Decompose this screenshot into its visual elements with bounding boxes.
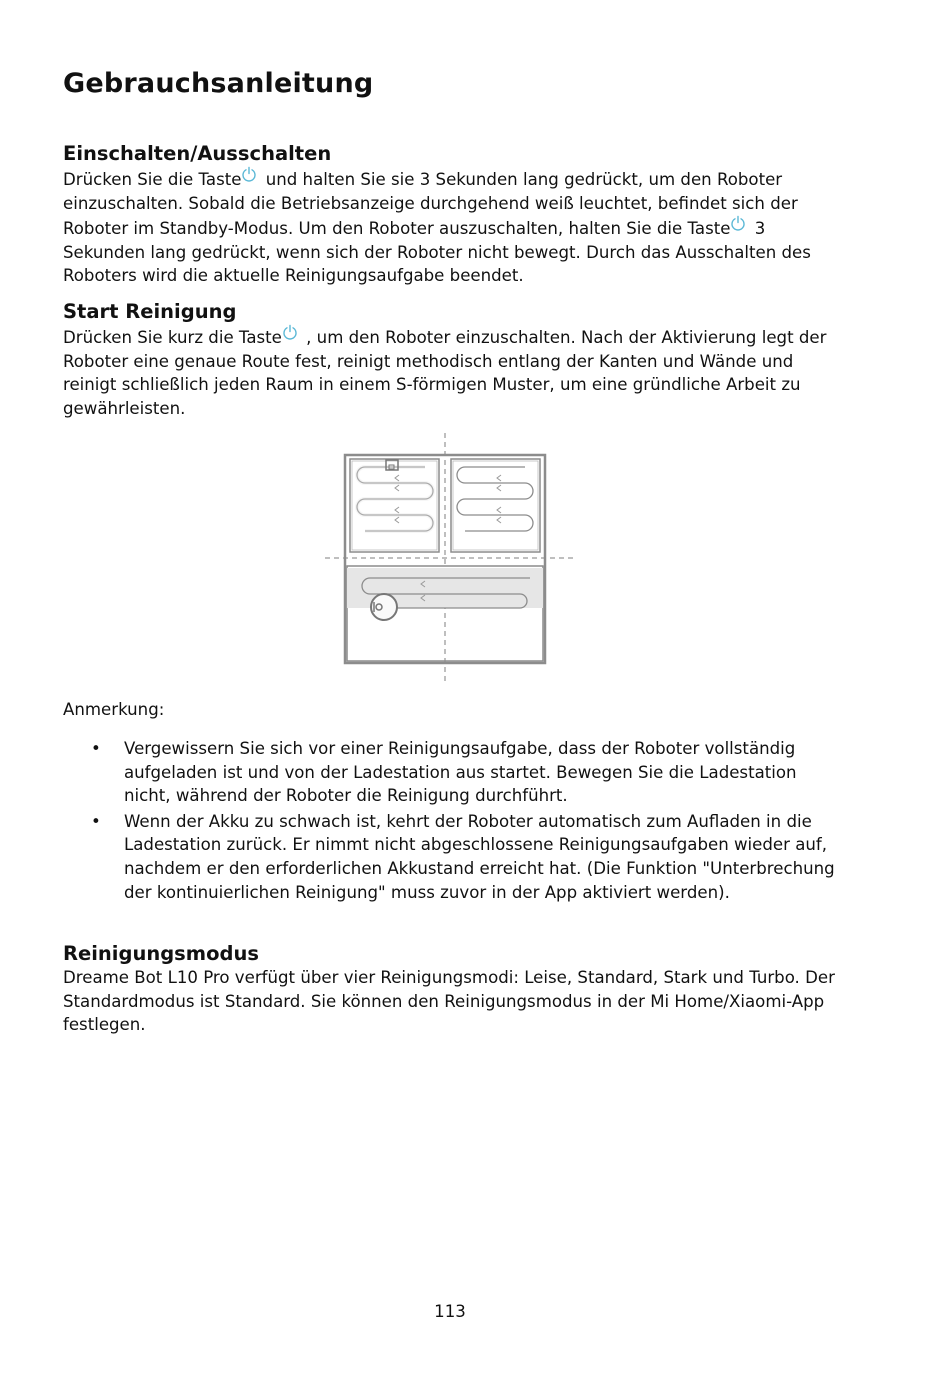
power-icon: [282, 324, 298, 340]
list-item: [63, 737, 843, 808]
note-label: Anmerkung:: [63, 700, 165, 719]
section-cleaning-mode: [63, 942, 843, 1037]
text-fragment: Drücken Sie kurz die Taste: [63, 328, 282, 347]
section-heading-power: Einschalten/Ausschalten: [63, 142, 332, 165]
bullet: •: [91, 811, 101, 831]
section-text-power: [63, 166, 843, 288]
section-start-cleaning: [63, 300, 843, 420]
note-text: Vergewissern Sie sich vor einer Reinigungsaufgabe, dass der Roboter vollständig aufgeladen ist und von der Ladestation aus startet. Bewegen Sie die Ladestation nicht, während der Roboter die Reinigung durchführt.: [124, 739, 797, 806]
text-fragment: , um den Roboter einzuschalten. Nach der Aktivierung legt der Roboter eine genaue Route fest, reinigt methodisch entlang der Kanten und Wände und reinigt schließlich jeden Raum in einem S-förmigen Muster, um eine gründliche Arbeit zu gewährleisten.: [63, 328, 827, 418]
notes-list: [63, 737, 843, 906]
power-icon: [730, 215, 746, 231]
text-fragment: Drücken Sie die Taste: [63, 170, 242, 189]
cleaning-route-diagram: [325, 433, 575, 683]
section-text-mode: Dreame Bot L10 Pro verfügt über vier Reinigungsmodi: Leise, Standard, Stark und Turbo. Der Standardmodus ist Standard. Sie können den Reinigungsmodus in der Mi Home/Xiaomi-App festlegen.: [63, 968, 835, 1035]
page-number: 113: [434, 1302, 466, 1321]
section-heading-mode: Reinigungsmodus: [63, 942, 259, 965]
text-fragment: und halten Sie sie 3 Sekunden lang gedrückt, um den Roboter einzuschalten. Sobald die Betriebsanzeige durchgehend weiß leuchtet, befindet sich der Roboter im Standby-Modus. Um den Roboter auszuschalten, halten Sie die Taste: [63, 170, 798, 239]
page-title: Gebrauchsanleitung: [63, 68, 374, 99]
power-icon: [241, 166, 257, 182]
list-item: [63, 810, 843, 904]
bullet: •: [91, 739, 101, 758]
text-fragment: 3 Sekunden lang gedrückt, wenn sich der Roboter nicht bewegt. Durch das Ausschalten des Roboters wird die aktuelle Reinigungsaufgabe beendet.: [63, 219, 811, 286]
section-text-start: [63, 324, 843, 420]
section-power: [63, 142, 843, 288]
section-heading-start: Start Reinigung: [63, 300, 237, 323]
note-text: Wenn der Akku zu schwach ist, kehrt der Roboter automatisch zum Aufladen in die Ladestation zurück. Er nimmt nicht abgeschlossene Reinigungsaufgaben wieder auf, nachdem er den erforderlichen Akkustand erreicht hat. (Die Funktion "Unterbrechung der kontinuierlichen Reinigung" muss zuvor in der App aktiviert werden).: [124, 811, 835, 902]
